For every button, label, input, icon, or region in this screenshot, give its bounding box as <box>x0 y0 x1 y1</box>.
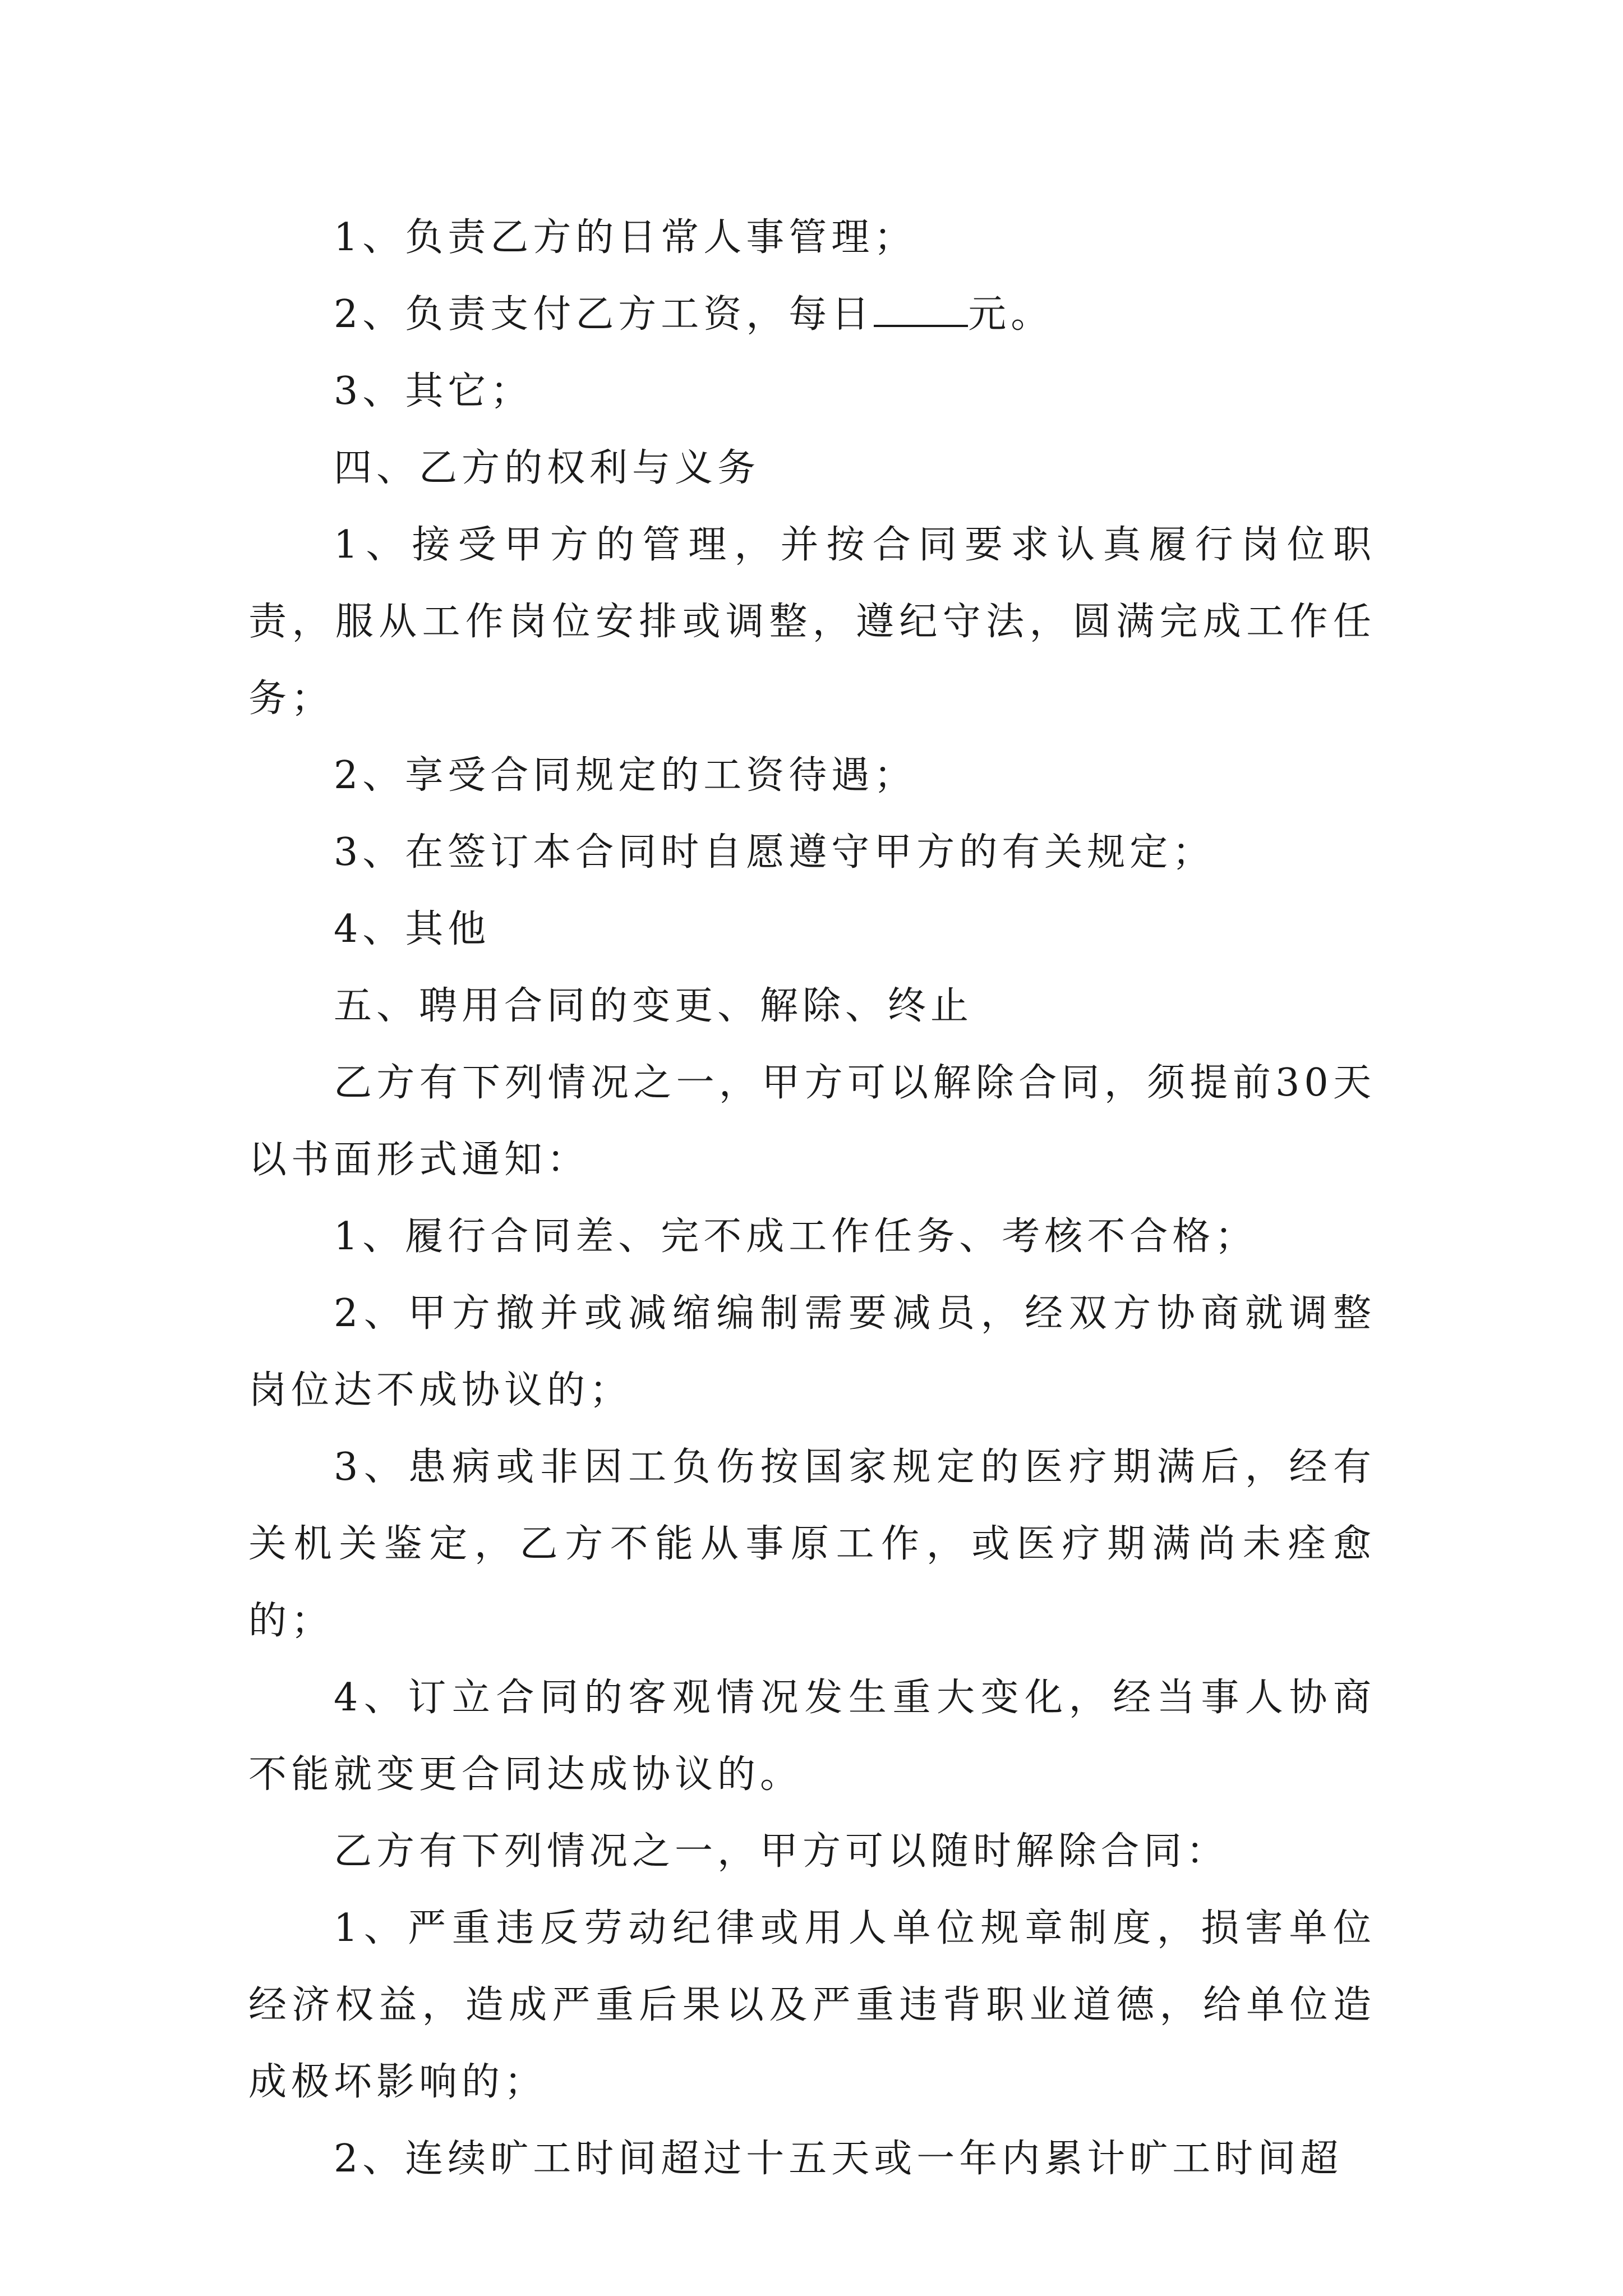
paragraph: 1、接受甲方的管理，并按合同要求认真履行岗位职责，服从工作岗位安排或调整，遵纪守法，圆满完成工作任务； <box>248 523 1376 721</box>
paragraph: 2、甲方撤并或减缩编制需要减员，经双方协商就调整岗位达不成协议的； <box>248 1291 1376 1412</box>
paragraph: 乙方有下列情况之一，甲方可以解除合同，须提前30天以书面形式通知： <box>248 1061 1376 1182</box>
paragraph: 4、订立合同的客观情况发生重大变化，经当事人协商不能就变更合同达成协议的。 <box>248 1676 1376 1797</box>
salary-unit: 元。 <box>968 292 1054 337</box>
paragraph: 4、其他 <box>334 907 491 951</box>
paragraph: 3、其它； <box>334 369 533 413</box>
paragraph: 2、享受合同规定的工资待遇； <box>334 753 917 798</box>
paragraph: 3、患病或非因工负伤按国家规定的医疗期满后，经有关机关鉴定，乙方不能从事原工作，或医疗期满尚未痊愈的； <box>248 1445 1376 1643</box>
section-heading: 四、乙方的权利与义务 <box>334 446 760 490</box>
salary-text: 2、负责支付乙方工资，每日 <box>334 292 874 337</box>
paragraph: 乙方有下列情况之一，甲方可以随时解除合同： <box>334 1829 1229 1874</box>
paragraph: 3、在签订本合同时自愿遵守甲方的有关规定； <box>334 830 1215 875</box>
paragraph-salary <box>248 276 1376 353</box>
paragraph: 1、负责乙方的日常人事管理； <box>334 215 917 260</box>
section-heading: 五、聘用合同的变更、解除、终止 <box>334 984 974 1028</box>
contract-body <box>248 199 1376 2197</box>
fill-in-blank <box>874 293 968 327</box>
paragraph: 2、连续旷工时间超过十五天或一年内累计旷工时间超 <box>334 2137 1343 2181</box>
paragraph: 1、履行合同差、完不成工作任务、考核不合格； <box>334 1214 1258 1259</box>
paragraph: 1、严重违反劳动纪律或用人单位规章制度，损害单位经济权益，造成严重后果以及严重违背职业道德，给单位造成极坏影响的； <box>248 1906 1376 2104</box>
